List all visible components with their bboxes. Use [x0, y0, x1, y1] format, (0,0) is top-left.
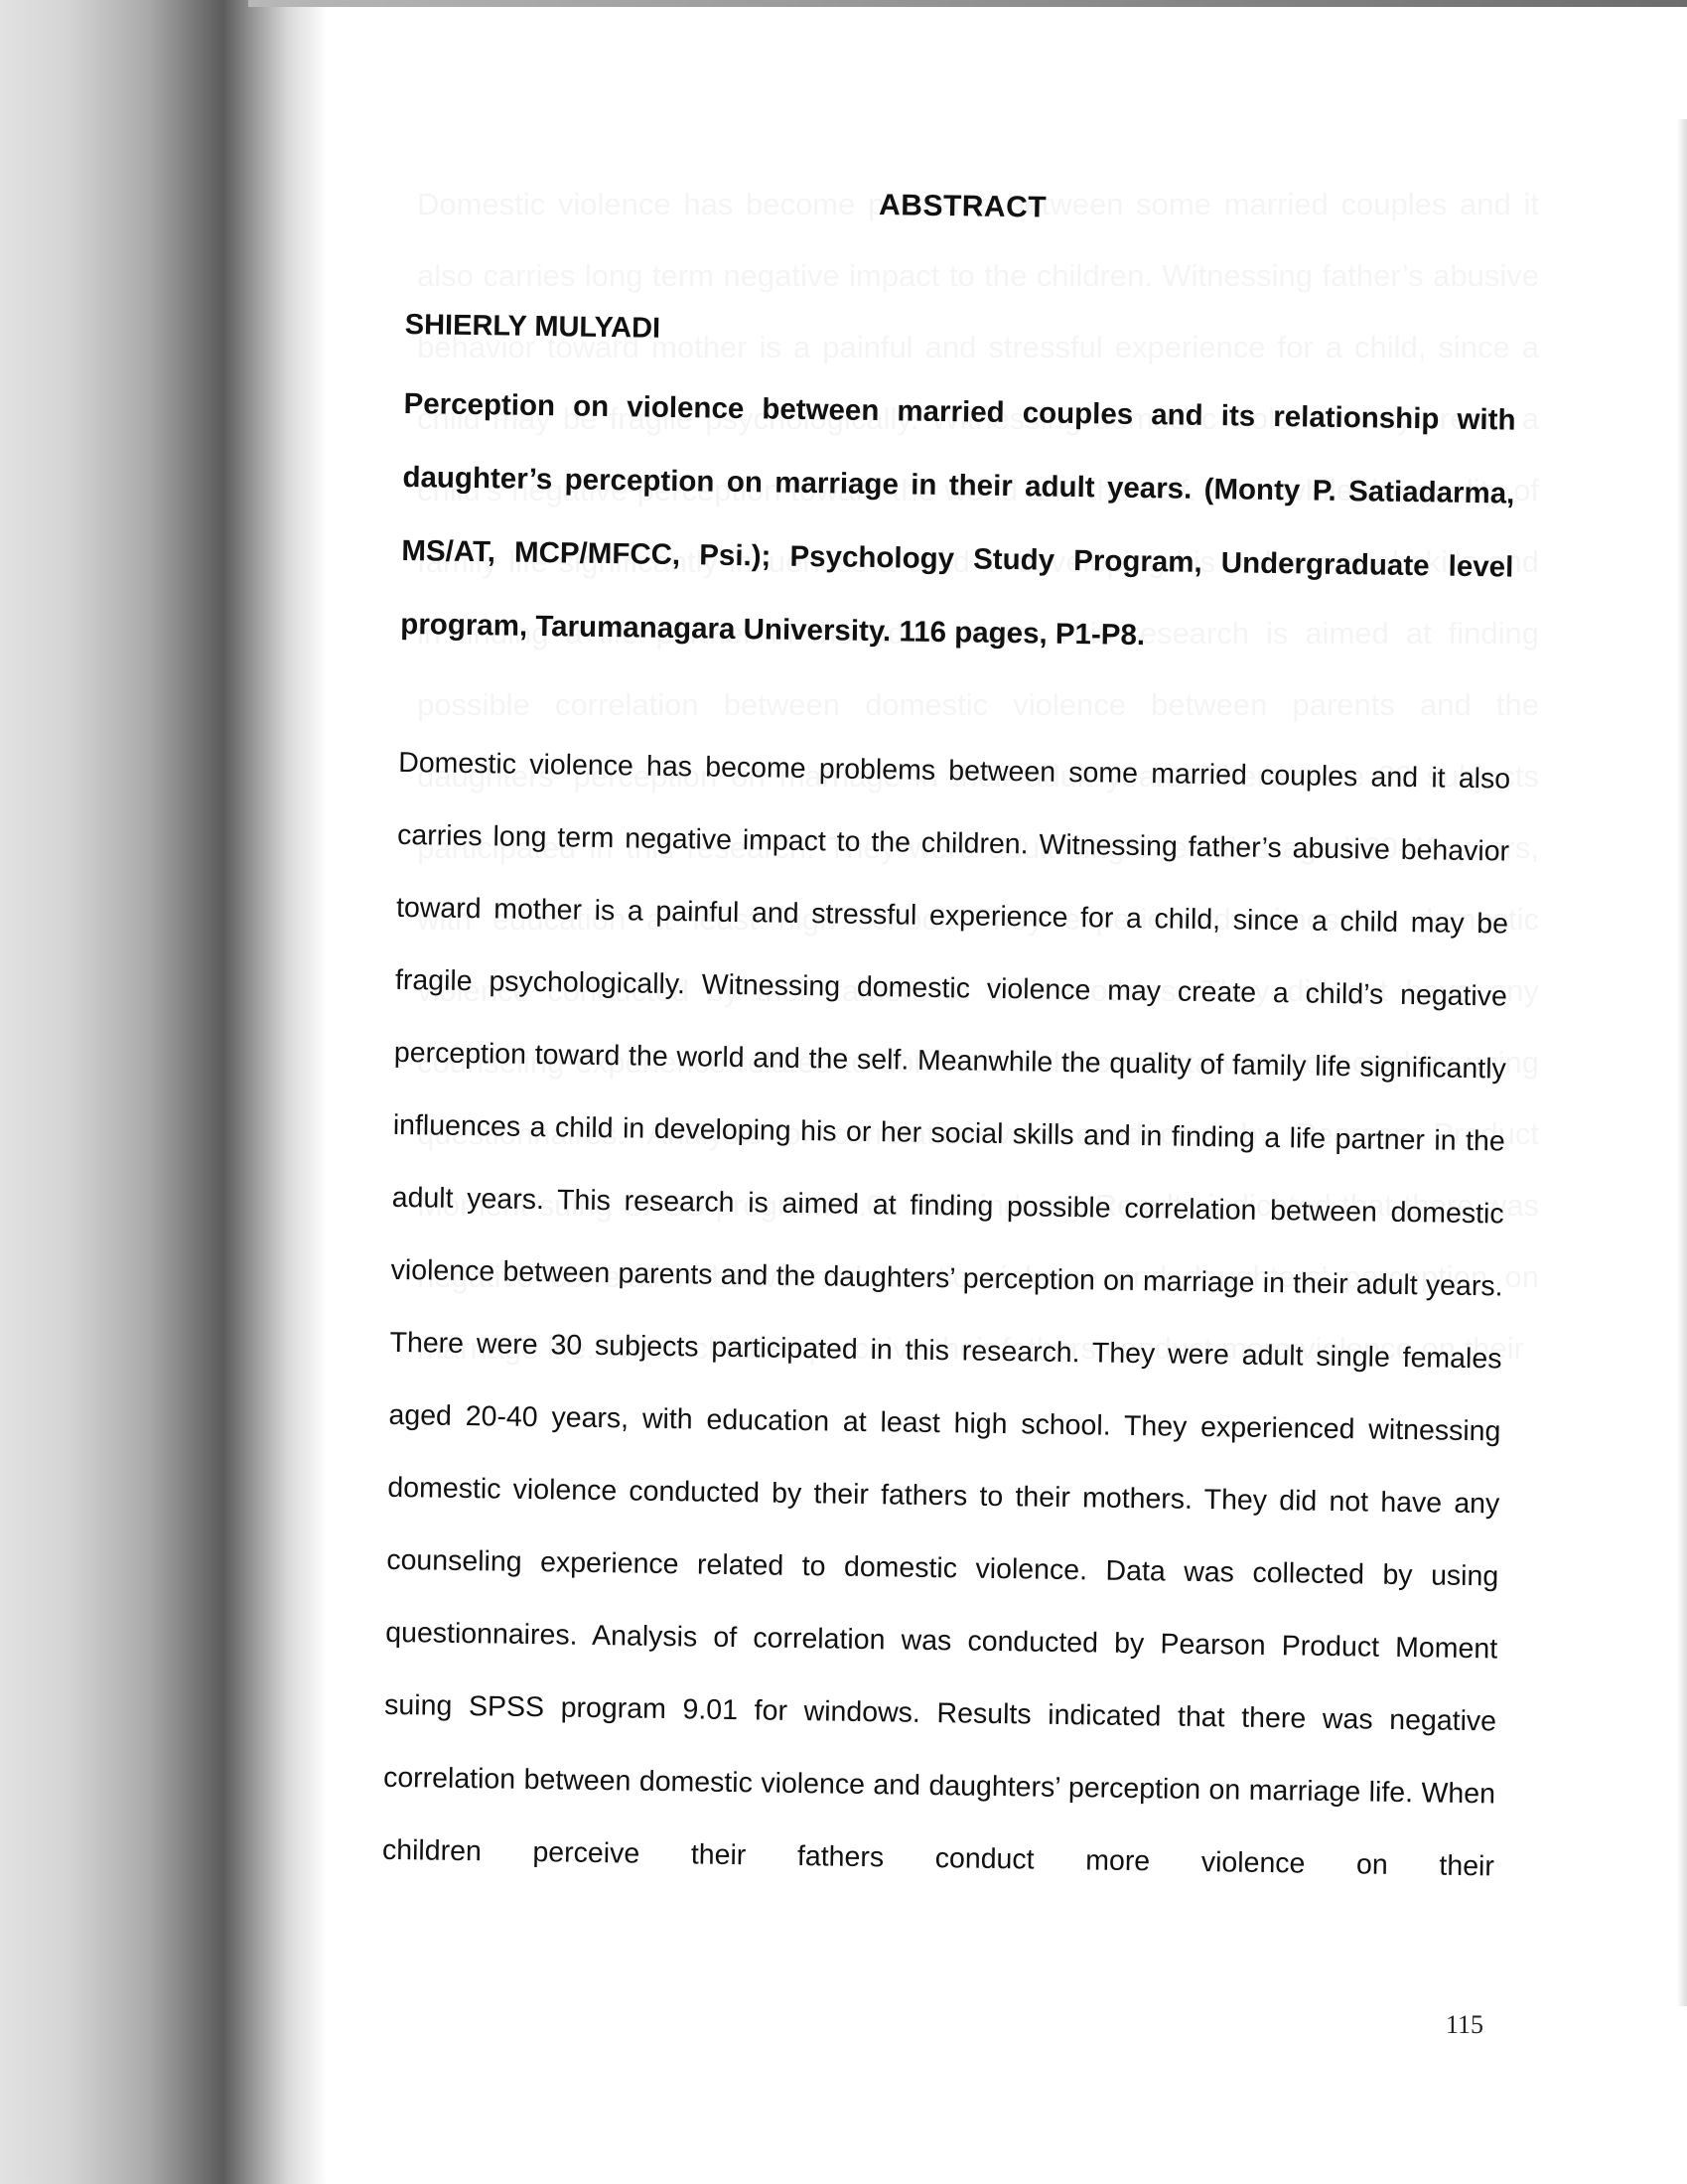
thesis-citation: Perception on violence between married couples and its relationship with daughter’s perception on marriage in their adult years. (Monty P. Satiadarma, MS/AT, MCP/MFCC, Psi.); Psychology Study Program, Undergraduate level program, Tarumanagara University. 116 pages, P1-P8. — [400, 386, 1516, 653]
abstract-heading: ABSTRACT — [878, 189, 1048, 224]
abstract-content — [381, 177, 1519, 1932]
page-number: 115 — [1446, 2010, 1484, 2039]
binding-shadow — [0, 0, 328, 2184]
abstract-paragraph: Domestic violence has become problems between some married couples and it also carries long term negative impact to the children. Witnessing father’s abusive behavior toward mother is a painful and stressful experience for a child, since a child may be fragile psychologically. Witnessing domestic violence may create a child’s negative perception toward the world and the self. Meanwhile the quality of family life significantly influences a child in developing his or her social skills and in finding a life partner in the adult years. This research is aimed at finding possible correlation between domestic violence between parents and the daughters’ perception on marriage in their adult years. There were 30 subjects participated in this research. They were adult single females aged 20-40 years, with education at least high school. They experienced witnessing domestic violence conducted by their fathers to their mothers. They did not have any counseling experience related to domestic violence. Data was collected by using questionnaires. Analysis of correlation was conducted by Pearson Product Moment suing SPSS program 9.01 for windows. Results indicated that there was negative correlation between domestic violence and daughters’ perception on marriage life. When children perceive their fathers conduct more violence on their — [381, 746, 1511, 1883]
top-edge-rule — [248, 0, 1687, 7]
author-name: SHIERLY MULYADI — [404, 308, 661, 345]
right-page-edge — [1677, 119, 1687, 2006]
